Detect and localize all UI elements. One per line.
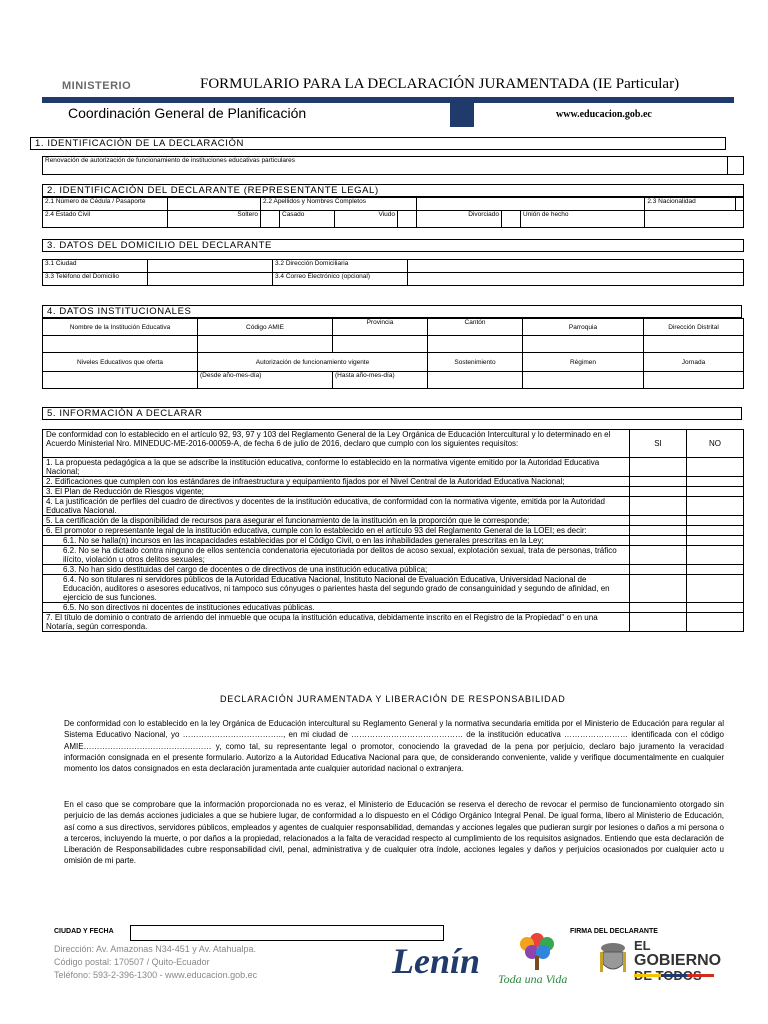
divorciado-check[interactable] (502, 211, 521, 228)
section-4-table (42, 318, 744, 389)
requirement-row (43, 497, 744, 516)
telefono-label: 3.3 Teléfono del Domicilio (43, 273, 148, 286)
requirement-row (43, 546, 744, 565)
requirement-no-check[interactable] (687, 565, 744, 575)
sostenimiento-label: Sostenimiento (428, 353, 523, 372)
ciudad-fecha-label: CIUDAD Y FECHA (54, 928, 114, 935)
correo-label: 3.4 Correo Electrónico (opcional) (273, 273, 408, 286)
requirement-no-check[interactable] (687, 603, 744, 613)
provincia-label: Provincia (333, 319, 428, 336)
requirement-no-check[interactable] (687, 575, 744, 603)
declaration-paragraph-1: De conformidad con lo establecido en la ley Orgánica de Educación intercultural su Reglamento General y la normativa secundaria emitida por el Ministerio de Educación para regular al Sistema Educativo Nacional, yo ……………………………….., en mi ciudad de …………………………………… de la institución educativa …………………… identificada con el código AMIE………………………………………… y, como tal, su representante legal o promotor, conociendo la gravedad de la pena por perjuicio, declaro bajo juramento la veracidad información consignada en el presente formulario. Autorizo a la Autoridad Educativa Nacional para que, de considerando conveniente, valide y verifique documentalmente en cualquier momento los datos consignados en esta declaración juramentada ante cualquier autoridad nacional o extranjera. (64, 719, 724, 774)
section-4-title: 4. DATOS INSTITUCIONALES (42, 305, 742, 318)
section-1-title: 1. IDENTIFICACIÓN DE LA DECLARACIÓN (30, 137, 726, 150)
requirement-no-check[interactable] (687, 536, 744, 546)
requirement-text: 3. El Plan de Reducción de Riesgos vigente; (43, 487, 630, 497)
requirement-si-check[interactable] (630, 536, 687, 546)
requirement-si-check[interactable] (630, 516, 687, 526)
tree-logo-icon (512, 928, 562, 972)
gobierno-line-1: EL (634, 938, 651, 953)
declaration-title: DECLARACIÓN JURAMENTADA Y LIBERACIÓN DE RESPONSABILIDAD (220, 694, 566, 704)
requirement-text: 7. El título de dominio o contrato de arriendo del inmueble que ocupa la institución educativa, debidamente inscrito en el Registro de la Propiedad" o en una Notaría, según corresponda. (43, 613, 630, 632)
sostenimiento-field[interactable] (428, 372, 523, 389)
coat-of-arms-icon (596, 940, 630, 976)
estado-civil-label: 2.4 Estado Civil (43, 211, 168, 228)
soltero-label: Soltero (168, 211, 261, 228)
requirement-no-check[interactable] (687, 497, 744, 516)
firma-label: FIRMA DEL DECLARANTE (570, 928, 658, 935)
ministry-logo-text: MINISTERIO (62, 80, 132, 92)
requirement-si-check[interactable] (630, 546, 687, 565)
requirement-si-check[interactable] (630, 565, 687, 575)
requirement-si-check[interactable] (630, 603, 687, 613)
requirement-si-check[interactable] (630, 477, 687, 487)
declaration-type-label: Renovación de autorización de funcionamiento de instituciones educativas particulares (43, 157, 728, 175)
ciudad-label: 3.1 Ciudad (43, 260, 148, 273)
section-2-title: 2. IDENTIFICACIÓN DEL DECLARANTE (REPRESENTANTE LEGAL) (42, 184, 744, 197)
requirement-row (43, 487, 744, 497)
autorizacion-label: Autorización de funcionamiento vigente (198, 353, 428, 372)
canton-field[interactable] (428, 336, 523, 353)
requirements-table (42, 429, 744, 632)
requirement-text: 6.5. No son directivos ni docentes de instituciones educativas públicas. (43, 603, 630, 613)
section-3-title: 3. DATOS DEL DOMICILIO DEL DECLARANTE (42, 239, 744, 252)
requirement-no-check[interactable] (687, 613, 744, 632)
requirement-no-check[interactable] (687, 546, 744, 565)
section-2-table (42, 197, 744, 228)
requirement-text: 1. La propuesta pedagógica a la que se adscribe la institución educativa, conforme lo establecido en la normativa vigente emitido por la Autoridad Educativa Nacional; (43, 458, 630, 477)
toda-una-vida-logo: Toda una Vida (498, 972, 568, 986)
requirement-text: 6.3. No han sido destituidas del cargo de docentes o de directivos de una institución educativa pública; (43, 565, 630, 575)
requirement-si-check[interactable] (630, 526, 687, 536)
requirement-text: 6.4. No son titulares ni servidores públicos de la Autoridad Educativa Nacional, Instituto Nacional de Evaluación Educativa, Universidad Nacional de Educación, auditores o asesores educativos, ni tampoco sus cónyuges o parientes hasta del segundo grado de consanguinidad y segundo de afinidad, en ejercicio de sus funciones. (43, 575, 630, 603)
apellidos-label: 2.2 Apellidos y Nombres Completos (261, 198, 417, 211)
viudo-label: Viudo (335, 211, 398, 228)
nombre-ie-field[interactable] (43, 336, 198, 353)
section-1-table (42, 156, 744, 175)
requirement-row (43, 536, 744, 546)
section-3-table (42, 259, 744, 286)
footer-postal: Código postal: 170507 / Quito-Ecuador (54, 957, 210, 967)
parroquia-label: Parroquia (523, 319, 644, 336)
requirement-no-check[interactable] (687, 477, 744, 487)
provincia-field[interactable] (333, 336, 428, 353)
union-check[interactable] (645, 211, 744, 228)
distrital-field[interactable] (644, 336, 744, 353)
lenin-logo: Lenín (392, 941, 481, 981)
requirement-text: 2. Edificaciones que cumplen con los estándares de infraestructura y equipamiento fijados por el Nivel Central de la Autoridad Educativa Nacional; (43, 477, 630, 487)
header-bar (42, 97, 734, 103)
requirement-row (43, 565, 744, 575)
requirement-row (43, 516, 744, 526)
requirement-text: 6.1. No se halla(n) incursos en las incapacidades establecidas por el Código Civil, o en las inhabilidades generales prescritas en la Ley; (43, 536, 630, 546)
footer-address: Dirección: Av. Amazonas N34-451 y Av. Atahualpa. (54, 944, 256, 954)
requirement-si-check[interactable] (630, 613, 687, 632)
si-header: SI (630, 430, 687, 458)
jornada-label: Jornada (644, 353, 744, 372)
cedula-label: 2.1 Número de Cédula / Pasaporte (43, 198, 168, 211)
parroquia-field[interactable] (523, 336, 644, 353)
niveles-label: Niveles Educativos que oferta (43, 353, 198, 372)
requirement-row (43, 603, 744, 613)
declaration-type-check[interactable] (728, 157, 744, 175)
amie-label: Código AMIE (198, 319, 333, 336)
requirement-no-check[interactable] (687, 526, 744, 536)
niveles-field[interactable] (43, 372, 198, 389)
website-link[interactable]: www.educacion.gob.ec (556, 109, 652, 120)
footer-phone: Teléfono: 593-2-396-1300 - www.educacion.gob.ec (54, 970, 258, 980)
requirement-text: 4. La justificación de perfiles del cuadro de directivos y docentes de la institución educativa, de conformidad con la normativa vigente, emitida por la Autoridad Educativa Nacional. (43, 497, 630, 516)
hasta-field[interactable] (333, 372, 428, 389)
regimen-label: Régimen (523, 353, 644, 372)
jornada-field[interactable] (644, 372, 744, 389)
nacionalidad-label: 2.3 Nacionalidad (645, 198, 736, 211)
requirement-row (43, 575, 744, 603)
gobierno-line-2: GOBIERNO (634, 952, 722, 969)
nombre-ie-label: Nombre de la Institución Educativa (43, 319, 198, 336)
divorciado-label: Divorciado (417, 211, 502, 228)
telefono-field[interactable] (148, 273, 273, 286)
casado-label: Casado (280, 211, 335, 228)
amie-field[interactable] (198, 336, 333, 353)
form-title: FORMULARIO PARA LA DECLARACIÓN JURAMENTADA (IE Particular) (200, 76, 680, 92)
requirement-text: 6.2. No se ha dictado contra ninguno de ellos sentencia condenatoria ejecutoriada por delitos de acoso sexual, explotación sexual, trata de personas, tráfico ilícito, violación u otros delitos sexuales; (43, 546, 630, 565)
requirement-no-check[interactable] (687, 487, 744, 497)
requirement-si-check[interactable] (630, 575, 687, 603)
requirement-si-check[interactable] (630, 487, 687, 497)
requirement-no-check[interactable] (687, 516, 744, 526)
nacionalidad-field[interactable] (736, 198, 744, 211)
ciudad-fecha-field[interactable] (130, 925, 444, 941)
hasta-label: (Hasta año-mes-día) (335, 372, 395, 379)
soltero-check[interactable] (261, 211, 280, 228)
union-label: Unión de hecho (521, 211, 645, 228)
requirement-no-check[interactable] (687, 458, 744, 477)
requirement-row (43, 526, 744, 536)
coordination-title: Coordinación General de Planificación (68, 105, 307, 121)
apellidos-field[interactable] (417, 198, 645, 211)
direccion-label: 3.2 Dirección Domiciliaria (273, 260, 408, 273)
desde-field[interactable] (198, 372, 333, 389)
header-divider-block (450, 103, 474, 127)
distrital-label: Dirección Distrital (644, 319, 744, 336)
canton-label: Cantón (428, 319, 523, 336)
ciudad-field[interactable] (148, 260, 273, 273)
requirement-si-check[interactable] (630, 458, 687, 477)
desde-label: (Desde año-mes-día) (200, 372, 262, 379)
requirement-si-check[interactable] (630, 497, 687, 516)
correo-field[interactable] (408, 273, 744, 286)
requirement-row (43, 458, 744, 477)
declaration-paragraph-2: En el caso que se comprobare que la información proporcionada no es veraz, el Ministerio de Educación se reserva el derecho de revocar el permiso de funcionamiento otorgado sin perjuicio de las demás acciones judiciales a que se hubiere lugar, de conformidad a lo dispuesto en el Código Orgánico Integral Penal. De igual forma, libero al Ministerio de Educación, así como a sus directivos, servidores públicos, empleados y agentes de cualquier responsabilidad, demandas y acciones legales que pudieran surgir por lesiones o daños a mi persona o a terceros, incluyendo la muerte, o por daños a la propiedad, relacionados a la falta de veracidad respecto al cumplimiento de los requisitos asignados. Entiendo que esta declaración de Liberación de Responsabilidades cubre responsabilidad civil, penal, administrativa y de cualquier otra índole, acciones legales y daños y perjuicios ocasionados por cualquier acto u omisión de mi parte. (64, 800, 724, 866)
section-5-title: 5. INFORMACIÓN A DECLARAR (42, 407, 742, 420)
requirement-row (43, 613, 744, 632)
requirement-row (43, 477, 744, 487)
requirements-intro: De conformidad con lo establecido en el artículo 92, 93, 97 y 103 del Reglamento General de la Ley Orgánica de Educación Intercultural y lo determinado en el Acuerdo Ministerial Nro. MINEDUC-ME-2016-00059-A, de fecha 6 de julio de 2016, declaro que cumplo con los siguientes requisitos: (43, 430, 630, 458)
cedula-field[interactable] (168, 198, 261, 211)
flag-stripes (634, 974, 714, 977)
requirement-text: 5. La certificación de la disponibilidad de recursos para asegurar el funcionamiento de la institución en la proporción que le corresponde; (43, 516, 630, 526)
viudo-check[interactable] (398, 211, 417, 228)
direccion-field[interactable] (408, 260, 744, 273)
regimen-field[interactable] (523, 372, 644, 389)
no-header: NO (687, 430, 744, 458)
requirement-text: 6. El promotor o representante legal de la institución educativa, cumple con lo establecido en el artículo 93 del Reglamento General de la LOEI; es decir: (43, 526, 630, 536)
